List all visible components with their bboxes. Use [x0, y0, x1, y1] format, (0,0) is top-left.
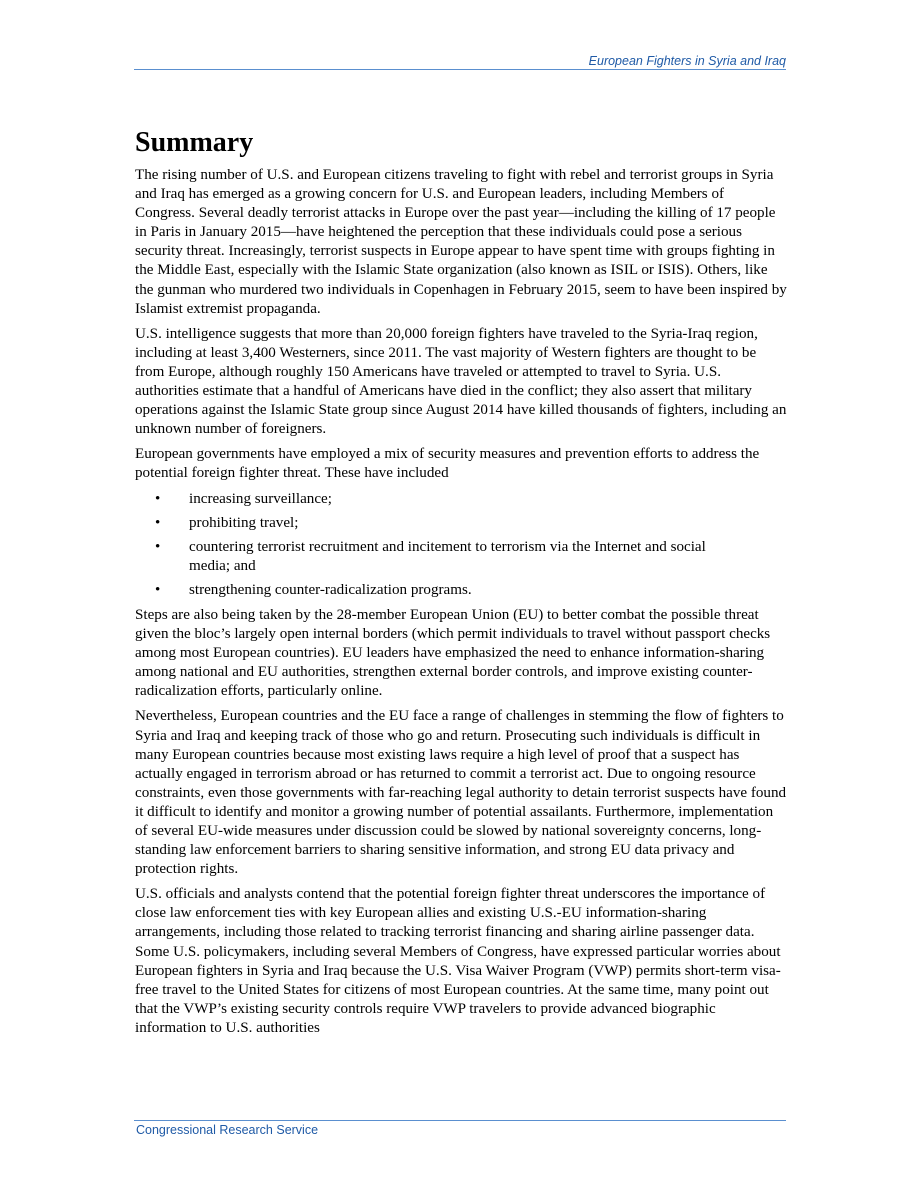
running-header: European Fighters in Syria and Iraq — [588, 54, 786, 68]
paragraph-challenges: Nevertheless, European countries and the EU face a range of challenges in stemming the flow of fighters to Syria and Iraq and keeping track of those who go and return. Prosecuting such individuals is difficult in many European countries because most existing laws require a high level of proof that a suspect has actually engaged in terrorism abroad or has returned to commit a terrorist act. Due to ongoing resource constraints, even those governments with far-reaching legal authority to detain terrorist suspects have found it difficult to identify and monitor a growing number of potential assailants. Furthermore, implementation of several EU-wide measures under discussion could be slowed by national sovereignty concerns, long-standing law enforcement barriers to sharing sensitive information, and strong EU data privacy and protection rights. — [135, 708, 787, 878]
section-heading: Summary — [135, 127, 254, 158]
bullet-icon: • — [155, 581, 161, 598]
footer-rule — [134, 1120, 786, 1121]
footer-organization: Congressional Research Service — [136, 1123, 319, 1137]
paragraph-intelligence: U.S. intelligence suggests that more than 20,000 foreign fighters have traveled to the Syria-Iraq region, including at least 3,400 Westerners, since 2011. The vast majority of Western fighters are thought to be from Europe, although roughly 150 Americans have traveled or attempted to travel to Syria. U.S. authorities estimate that a handful of Americans have died in the conflict; they also assert that military operations against the Islamic State group since August 2014 have killed thousands of fighters, including an unknown number of foreigners. — [135, 325, 787, 438]
paragraph-intro: The rising number of U.S. and European citizens traveling to fight with rebel and terrorist groups in Syria and Iraq has emerged as a growing concern for U.S. and European leaders, including Members of Congress. Several deadly terrorist attacks in Europe over the past year—including the killing of 17 people in Paris in January 2015—have heightened the perception that these individuals could pose a serious security threat. Increasingly, terrorist suspects in Europe appear to have spent time with groups fighting in the Middle East, especially with the Islamic State organization (also known as ISIL or ISIS). Others, like the gunman who murdered two individuals in Copenhagen in February 2015, seem to have been inspired by Islamist extremist propaganda. — [135, 167, 787, 317]
paragraph-measures-lead: European governments have employed a mix of security measures and prevention efforts to address the potential foreign fighter threat. These have included — [135, 446, 760, 482]
list-item-text: strengthening counter-radicalization programs. — [189, 581, 472, 598]
list-item — [135, 581, 787, 600]
list-item-text: increasing surveillance; — [189, 490, 332, 507]
list-item — [135, 490, 787, 509]
bullet-icon: • — [155, 538, 161, 555]
measures-list — [135, 490, 787, 600]
list-item-text: countering terrorist recruitment and incitement to terrorism via the Internet and social media; and — [189, 538, 706, 574]
bullet-icon: • — [155, 514, 161, 531]
paragraph-eu-steps: Steps are also being taken by the 28-member European Union (EU) to better combat the possible threat given the bloc’s largely open internal borders (which permit individuals to travel without passport checks among most European countries). EU leaders have emphasized the need to enhance information-sharing among national and EU authorities, strengthen external border controls, and improve existing counter-radicalization efforts, particularly online. — [135, 606, 771, 700]
list-item — [135, 538, 787, 576]
list-item-text: prohibiting travel; — [189, 514, 299, 531]
header-rule — [134, 69, 786, 70]
list-item — [135, 514, 787, 533]
paragraph-us-officials: U.S. officials and analysts contend that the potential foreign fighter threat underscores the importance of close law enforcement ties with key European allies and existing U.S.-EU information-sharing arrangements, including those related to tracking terrorist financing and sharing airline passenger data. Some U.S. policymakers, including several Members of Congress, have expressed particular worries about European fighters in Syria and Iraq because the U.S. Visa Waiver Program (VWP) permits short-term visa-free travel to the United States for citizens of most European countries. At the same time, many point out that the VWP’s existing security controls require VWP travelers to provide advanced biographic information to U.S. authorities — [135, 886, 781, 1036]
bullet-icon: • — [155, 490, 161, 507]
main-content — [135, 126, 787, 1044]
